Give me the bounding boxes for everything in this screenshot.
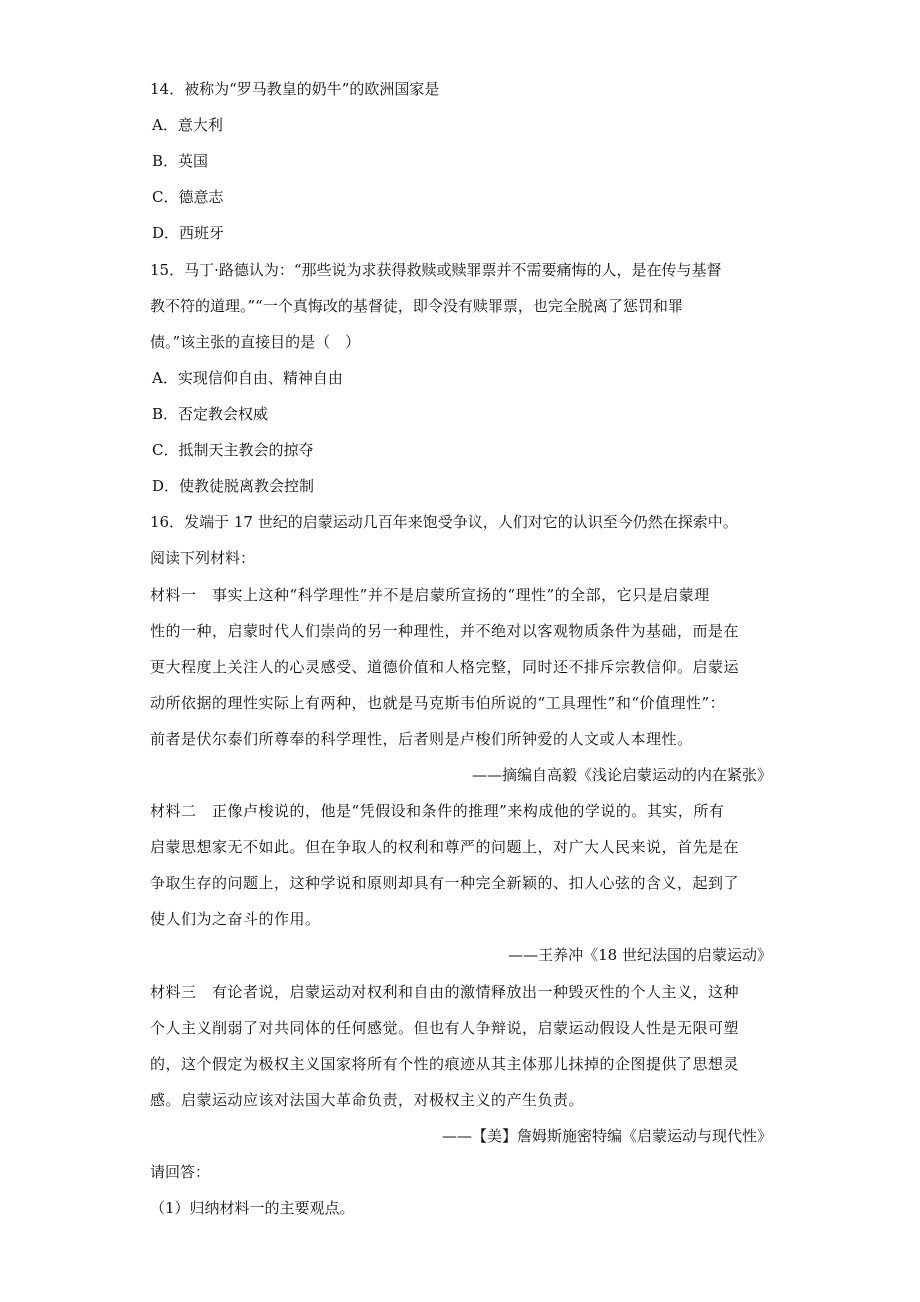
- material2-line: 启蒙思想家无不如此。但在争取人的权利和尊严的问题上，对广大人民来说，首先是在: [150, 838, 740, 856]
- material1-line: 前者是伏尔泰们所尊奉的科学理性，后者则是卢梭们所钟爱的人文或人本理性。: [150, 730, 693, 748]
- q14-option-c: C．德意志: [152, 188, 224, 206]
- material3-line: 感。启蒙运动应该对法国大革命负责，对极权主义的产生负责。: [150, 1091, 585, 1109]
- material1-line: 性的一种，启蒙时代人们崇尚的另一种理性，并不绝对以客观物质条件为基础，而是在: [150, 622, 740, 640]
- material2-line: 使人们为之奋斗的作用。: [150, 910, 321, 928]
- material1-line: 动所依据的理性实际上有两种，也就是马克斯韦伯所说的“工具理性”和“价值理性”：: [150, 694, 726, 712]
- q15-option-a: A．实现信仰自由、精神自由: [152, 369, 343, 387]
- q15-stem-line: 债。”该主张的直接目的是（ ）: [150, 333, 361, 351]
- material1-line: 更大程度上关注人的心灵感受、道德价值和人格完整，同时还不排斥宗教信仰。启蒙运: [150, 658, 740, 676]
- q15-option-b: B．否定教会权威: [152, 405, 269, 423]
- q14-stem: 14．被称为“罗马教皇的奶牛”的欧洲国家是: [150, 80, 440, 98]
- material3-line: 个人主义削弱了对共同体的任何感觉。但也有人争辩说，启蒙运动假设人性是无限可塑: [150, 1019, 740, 1037]
- material1-source: ——摘编自高毅《浅论启蒙运动的内在紧张》: [471, 766, 772, 784]
- q16-intro-line: 阅读下列材料：: [150, 549, 256, 567]
- material3-line: 材料三 有论者说，启蒙运动对权利和自由的激情释放出一种毁灭性的个人主义，这种: [150, 983, 740, 1001]
- q16-subquestion-1: （1）归纳材料一的主要观点。: [150, 1199, 355, 1217]
- material1-line: 材料一 事实上这种“科学理性”并不是启蒙所宣扬的“理性”的全部，它只是启蒙理: [150, 586, 710, 604]
- q14-option-d: D．西班牙: [152, 224, 225, 242]
- q15-stem-line: 教不符的道理。”“一个真悔改的基督徒，即令没有赎罪票，也完全脱离了惩罚和罪: [150, 297, 683, 315]
- q15-option-c: C．抵制天主教会的掠夺: [152, 441, 314, 459]
- q14-option-a: A．意大利: [152, 116, 223, 134]
- material3-line: 的，这个假定为极权主义国家将所有个性的痕迹从其主体那儿抹掉的企图提供了思想灵: [150, 1055, 740, 1073]
- q16-prompt: 请回答：: [150, 1163, 211, 1181]
- q16-intro-line: 16．发端于 17 世纪的启蒙运动几百年来饱受争议，人们对它的认识至今仍然在探索中。: [150, 513, 738, 531]
- q14-option-b: B．英国: [152, 152, 209, 170]
- material2-source: ——王养冲《18 世纪法国的启蒙运动》: [508, 946, 772, 964]
- material2-line: 材料二 正像卢梭说的，他是“凭假设和条件的推理”来构成他的学说的。其实，所有: [150, 802, 725, 820]
- q15-option-d: D．使教徒脱离教会控制: [152, 477, 315, 495]
- q15-stem-line: 15．马丁·路德认为：“那些说为求获得救赎或赎罪票并不需要痛悔的人，是在传与基督: [150, 261, 722, 279]
- material2-line: 争取生存的问题上，这种学说和原则却具有一种完全新颖的、扣人心弦的含义，起到了: [150, 874, 740, 892]
- material3-source: ——【美】詹姆斯施密特编《启蒙运动与现代性》: [441, 1127, 772, 1145]
